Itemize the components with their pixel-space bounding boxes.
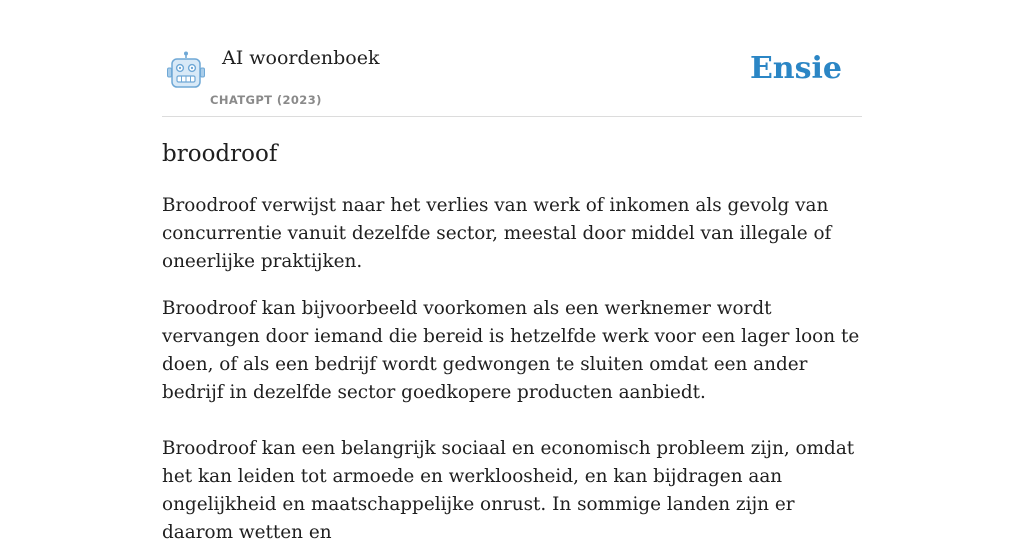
dictionary-title[interactable]: AI woordenboek [222,47,380,69]
brand-logo[interactable]: Ensie [749,51,842,86]
definition-paragraph: Broodroof kan een belangrijk sociaal en economisch probleem zijn, omdat het kan leiden tot armoede en werkloosheid, en kan bijdragen aan ongelijkheid en maatschappelijke onrust. In sommige landen zijn er daarom wetten en [162,438,855,543]
robot-icon [166,51,206,89]
dictionary-page [162,0,862,543]
dictionary-header [162,0,862,117]
definition-paragraph: Broodroof verwijst naar het verlies van werk of inkomen als gevolg van concurrentie vanuit dezelfde sector, meestal door middel van illegale of oneerlijke praktijken. [162,195,832,272]
entry-term: broodroof [162,141,278,167]
dictionary-source: CHATGPT (2023) [210,93,322,107]
definition-paragraph: Broodroof kan bijvoorbeeld voorkomen als een werknemer wordt vervangen door iemand die bereid is hetzelfde werk voor een lager loon te doen, of als een bedrijf wordt gedwongen te sluiten omdat een ander bedrijf in dezelfde sector goedkopere producten aanbiedt. [162,298,860,403]
entry-definition [162,192,862,547]
